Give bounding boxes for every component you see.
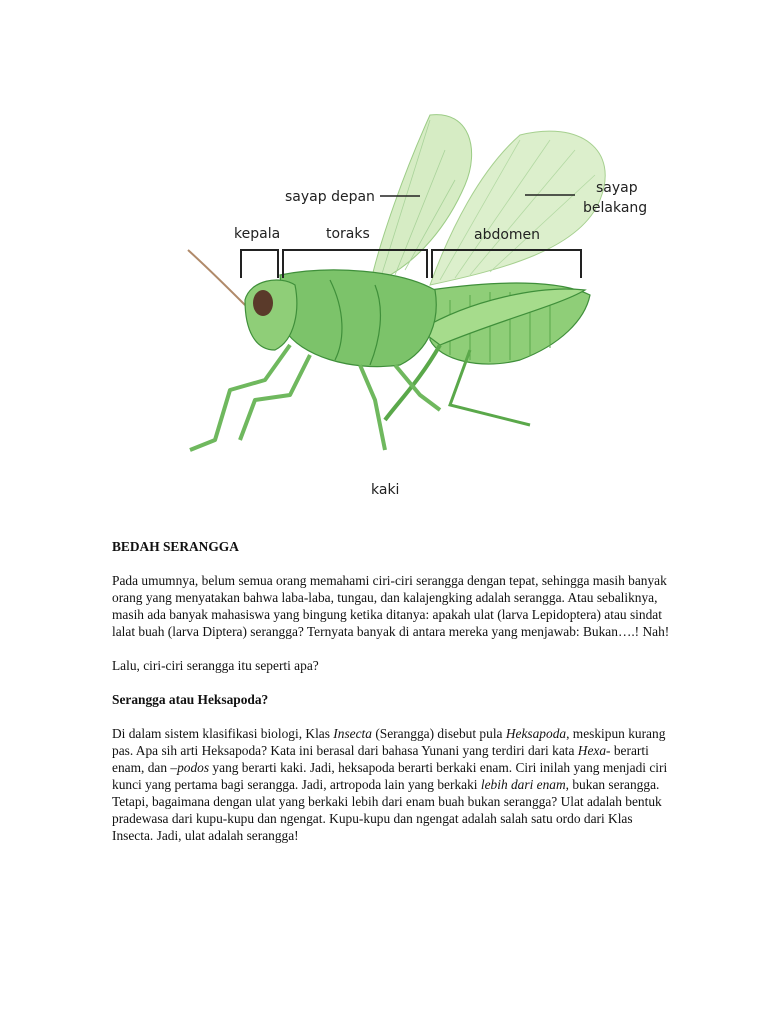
body-paragraph (112, 725, 672, 844)
document-body (112, 538, 672, 844)
label-thorax: toraks (326, 226, 370, 242)
eye-shape (253, 290, 273, 316)
para-italic-3: Hexa- (577, 743, 611, 758)
para-text-1: Di dalam sistem klasifikasi biologi, Klas (112, 726, 334, 741)
intro-paragraph: Pada umumnya, belum semua orang memahami ciri-ciri serangga dengan tepat, sehingga masih banyak orang yang menyatakan bahwa laba-laba, tungau, dan kalajengking adalah serangga. Atau sebaliknya, masih ada banyak mahasiswa yang bingung ketika ditanya: apakah ulat (larva Lepidoptera) atau sindat lalat buah (larva Diptera) serangga? Ternyata banyak di antara mereka yang menjawab: Bukan….! Nah! (112, 573, 670, 639)
label-head: kepala (234, 226, 281, 242)
label-hindwing-line2: belakang (583, 200, 648, 216)
para-italic-5: lebih dari enam (480, 777, 566, 792)
para-text-3: , meskipun kurang pas. Apa sih arti Heksapoda? Kata ini berasal dari bahasa Yunani yang terdiri dari kata (112, 726, 666, 758)
label-forewing: sayap depan (285, 189, 375, 205)
para-italic-1: Insecta (333, 726, 372, 741)
document-title: BEDAH SERANGGA (112, 539, 239, 554)
para-text-2: (Serangga) disebut pula (371, 726, 506, 741)
para-text-6: , bukan serangga. Tetapi, bagaimana dengan ulat yang berkaki lebih dari enam buah bukan serangga? Ulat adalah bentuk pradewasa dari kupu-kupu dan ngengat. Kupu-kupu dan ngengat adalah salah satu ordo dari Klas Insecta. Jadi, ulat adalah serangga! (112, 777, 662, 843)
head-shape (245, 280, 297, 350)
label-legs: kaki (371, 482, 400, 498)
para-text-4: berarti enam, dan (112, 743, 649, 775)
antenna-shape (188, 250, 245, 305)
section-subheading: Serangga atau Heksapoda? (112, 692, 269, 707)
label-abdomen: abdomen (474, 227, 541, 243)
para-text-5: yang berarti kaki. Jadi, heksapoda berarti berkaki enam. Ciri inilah yang menjadi ciri kunci yang pertama bagi serangga. Jadi, artropoda lain yang berkaki (112, 760, 668, 792)
label-hindwing-line1: sayap (596, 180, 638, 196)
para-italic-4: –podos (170, 760, 210, 775)
thorax-shape (280, 270, 436, 367)
question-paragraph: Lalu, ciri-ciri serangga itu seperti apa? (112, 658, 319, 673)
para-italic-2: Heksapoda (505, 726, 567, 741)
